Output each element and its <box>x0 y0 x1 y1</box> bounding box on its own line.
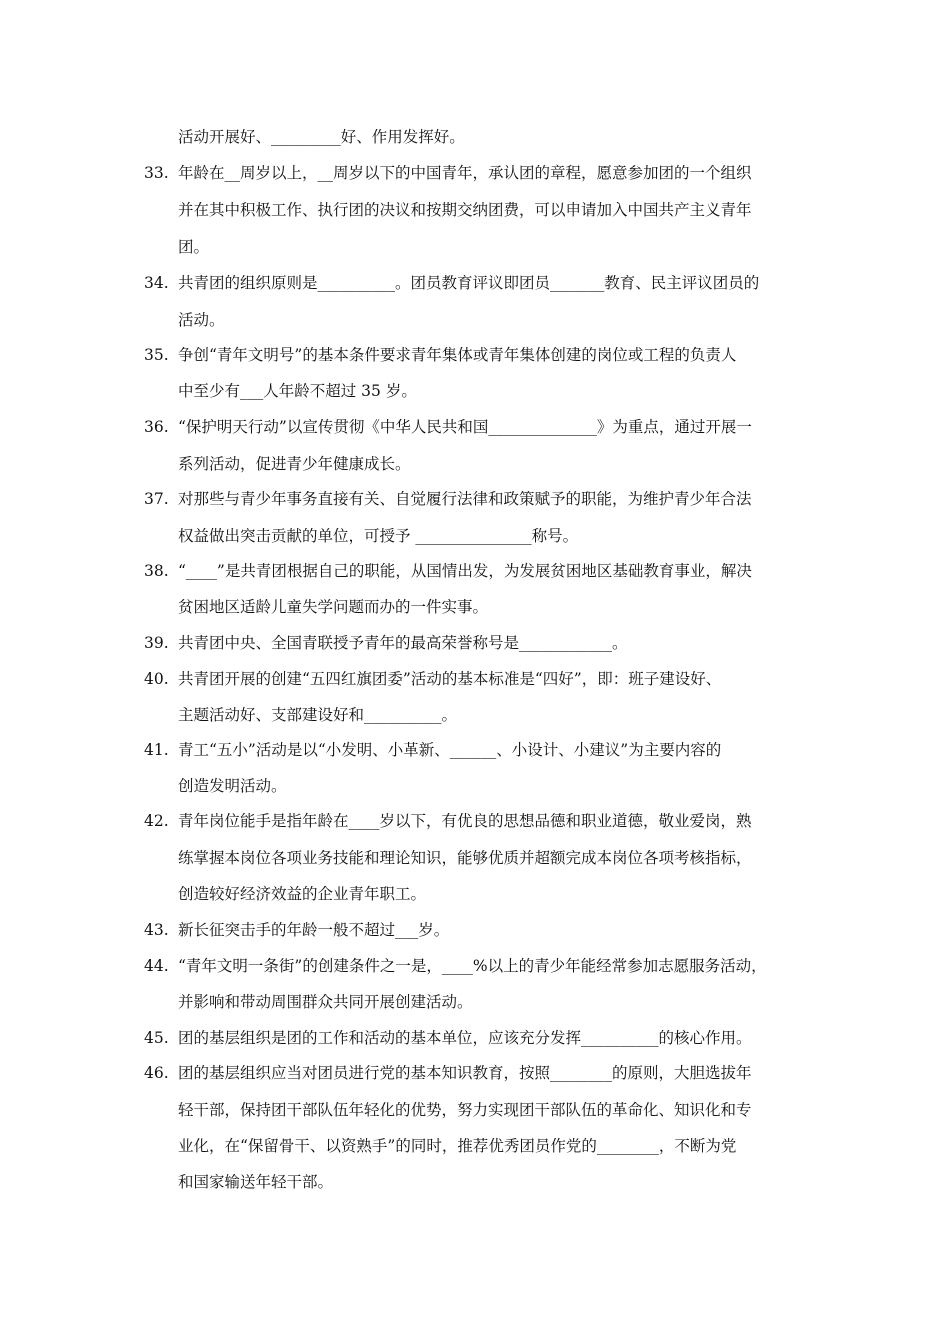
line-text: 权益做出突击贡献的单位，可授予 _______________称号。 <box>178 527 579 545</box>
line-text: 团的基层组织是团的工作和活动的基本单位，应该充分发挥__________的核心作用。 <box>178 1029 752 1047</box>
line-text: 共青团中央、全国青联授予青年的最高荣誉称号是____________。 <box>178 634 628 652</box>
line-text: 并影响和带动周围群众共同开展创建活动。 <box>178 993 473 1011</box>
line-text: 活动。 <box>178 311 225 329</box>
line-text: 团的基层组织应当对团员进行党的基本知识教育，按照________的原则，大胆选拔年 <box>178 1064 752 1082</box>
line-text: “____”是共青团根据自己的职能，从国情出发，为发展贫困地区基础教育事业，解决 <box>178 562 752 580</box>
question-number: 43. <box>144 921 169 939</box>
question-number: 42. <box>144 812 169 830</box>
question-number: 40. <box>144 670 169 688</box>
line-text: 共青团的组织原则是__________。团员教育评议即团员_______教育、民主评议团员的 <box>178 274 760 292</box>
line-text: 青工“五小”活动是以“小发明、小革新、______、小设计、小建议”为主要内容的 <box>178 741 722 759</box>
question-number: 38. <box>144 562 169 580</box>
line-text: 练掌握本岗位各项业务技能和理论知识，能够优质并超额完成本岗位各项考核指标， <box>178 849 752 867</box>
question-number: 39. <box>144 634 169 652</box>
line-text: “保护明天行动”以宣传贯彻《中华人民共和国______________》为重点，通过开展一 <box>178 418 752 436</box>
question-number: 46. <box>144 1064 169 1082</box>
question-number: 34. <box>144 274 169 292</box>
question-number: 41. <box>144 741 169 759</box>
line-text: 活动开展好、_________好、作用发挥好。 <box>178 128 465 146</box>
line-text: 中至少有___人年龄不超过 35 岁。 <box>178 382 417 400</box>
line-text: 年龄在__周岁以上，__周岁以下的中国青年，承认团的章程，愿意参加团的一个组织 <box>178 164 752 182</box>
question-number: 35. <box>144 346 169 364</box>
line-text: 创造发明活动。 <box>178 777 287 795</box>
line-text: 系列活动，促进青少年健康成长。 <box>178 455 411 473</box>
line-text: 和国家输送年轻干部。 <box>178 1173 334 1191</box>
question-number: 33. <box>144 164 169 182</box>
line-text: 新长征突击手的年龄一般不超过___岁。 <box>178 921 450 939</box>
line-text: 对那些与青少年事务直接有关、自觉履行法律和政策赋予的职能，为维护青少年合法 <box>178 490 752 508</box>
line-text: 团。 <box>178 238 210 256</box>
question-number: 44. <box>144 957 169 975</box>
line-text: 争创“青年文明号”的基本条件要求青年集体或青年集体创建的岗位或工程的负责人 <box>178 346 737 364</box>
line-text: 共青团开展的创建“五四红旗团委”活动的基本标准是“四好”，即：班子建设好、 <box>178 670 722 688</box>
line-text: 轻干部，保持团干部队伍年轻化的优势，努力实现团干部队伍的革命化、知识化和专 <box>178 1101 752 1119</box>
line-text: 创造较好经济效益的企业青年职工。 <box>178 885 427 903</box>
question-number: 36. <box>144 418 169 436</box>
question-number: 45. <box>144 1029 169 1047</box>
question-number: 37. <box>144 490 169 508</box>
line-text: “青年文明一条街”的创建条件之一是，____%以上的青少年能经常参加志愿服务活动， <box>178 957 767 975</box>
line-text: 主题活动好、支部建设好和__________。 <box>178 706 458 724</box>
line-text: 贫困地区适龄儿童失学问题而办的一件实事。 <box>178 598 489 616</box>
line-text: 业化，在“保留骨干、以资熟手”的同时，推荐优秀团员作党的________，不断为党 <box>178 1137 737 1155</box>
line-text: 青年岗位能手是指年龄在____岁以下，有优良的思想品德和职业道德，敬业爱岗，熟 <box>178 812 752 830</box>
line-text: 并在其中积极工作、执行团的决议和按期交纳团费，可以申请加入中国共产主义青年 <box>178 201 752 219</box>
